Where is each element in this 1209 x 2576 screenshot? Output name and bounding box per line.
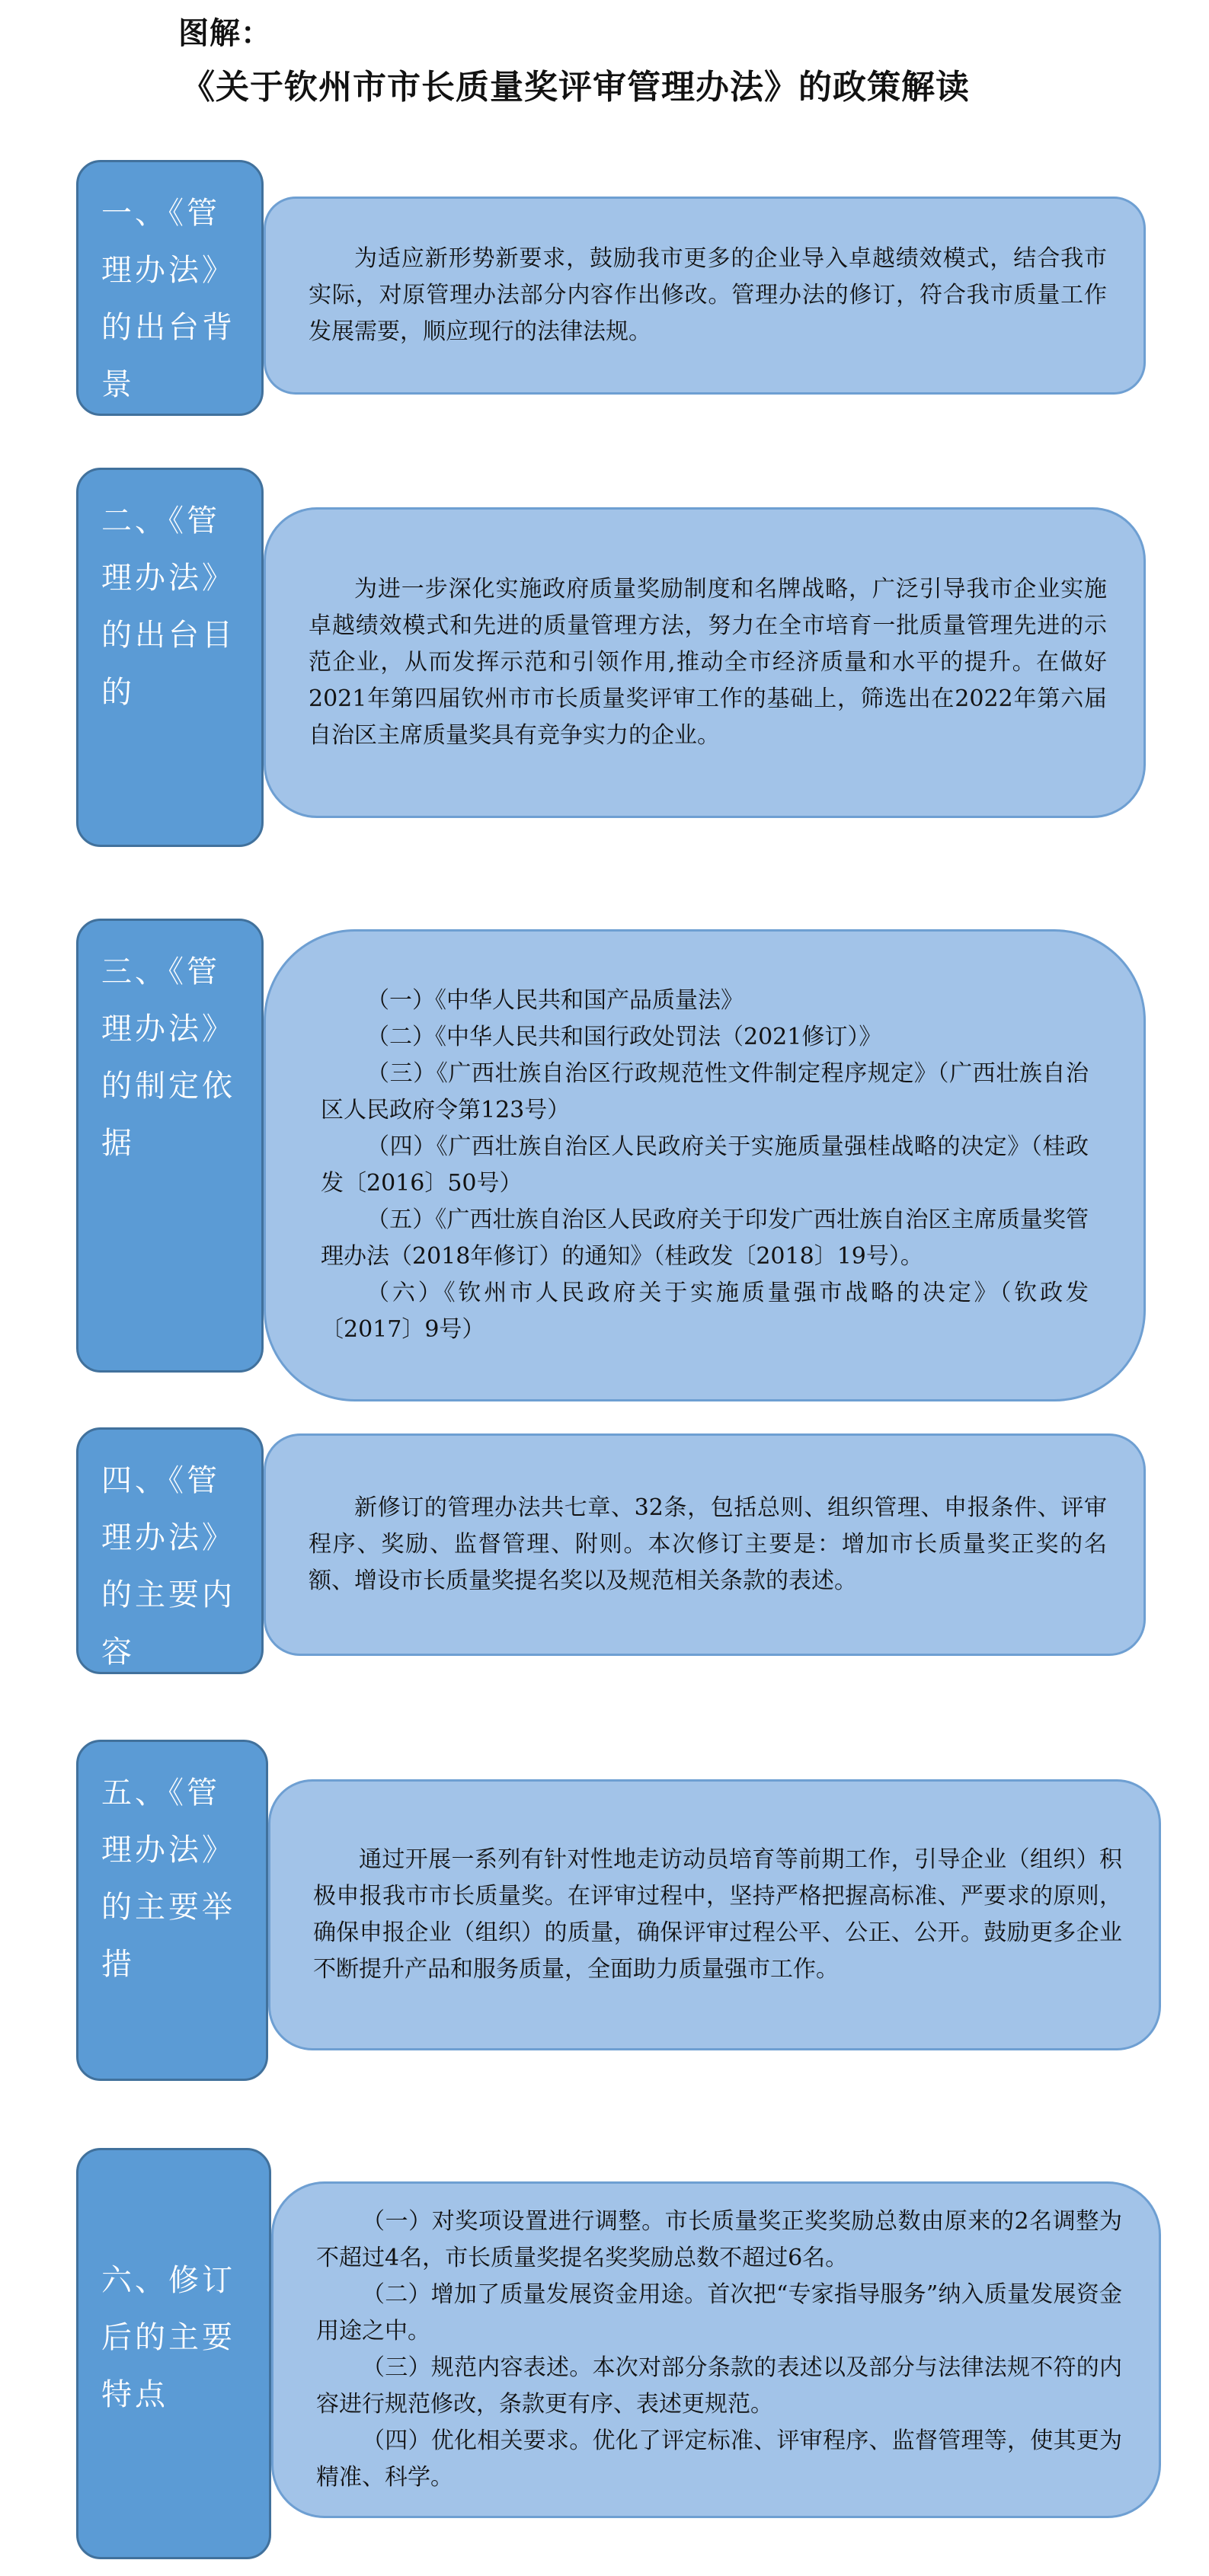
section-2-label: 二、《管理办法》的出台目的 — [76, 468, 264, 847]
section-2-content — [264, 507, 1146, 818]
page-title: 《关于钦州市市长质量奖评审管理办法》的政策解读 — [181, 68, 970, 107]
section-4-paragraph: 新修订的管理办法共七章、32条，包括总则、组织管理、申报条件、评审程序、奖励、监督管理、附则。本次修订主要是：增加市长质量奖正奖的名额、增设市长质量奖提名奖以及规范相关条款的表述。 — [309, 1494, 1107, 1594]
section-5-paragraph: 通过开展一系列有针对性地走访动员培育等前期工作，引导企业（组织）积极申报我市市长质量奖。在评审过程中，坚持严格把握高标准、严要求的原则，确保申报企业（组织）的质量，确保评审过程公平、公正、公开。鼓励更多企业不断提升产品和服务质量，全面助力质量强市工作。 — [313, 1846, 1122, 1983]
section-3-label: 三、《管理办法》的制定依据 — [76, 919, 264, 1373]
header-prefix: 图解： — [178, 15, 272, 51]
section-5-content — [268, 1779, 1161, 2050]
section-6-item-1: （一）对奖项设置进行调整。市长质量奖正奖奖励总数由原来的2名调整为不超过4名，市长质量奖提名奖奖励总数不超过6名。 — [316, 2208, 1122, 2271]
section-2-paragraph: 为进一步深化实施政府质量奖励制度和名牌战略，广泛引导我市企业实施卓越绩效模式和先进的质量管理方法，努力在全市培育一批质量管理先进的示范企业，从而发挥示范和引领作用,推动全市经济质量和水平的提升。在做好2021年第四届钦州市市长质量奖评审工作的基础上，筛选出在2022年第六届自治区主席质量奖具有竞争实力的企业。 — [309, 576, 1107, 749]
section-6-item-3: （三）规范内容表述。本次对部分条款的表述以及部分与法律法规不符的内容进行规范修改，条款更有序、表述更规范。 — [316, 2354, 1122, 2418]
section-3-item-3: （三）《广西壮族自治区行政规范性文件制定程序规定》（广西壮族自治区人民政府令第123号） — [321, 1060, 1089, 1123]
section-5-label: 五、《管理办法》的主要举措 — [76, 1740, 268, 2081]
section-1-label: 一、《管理办法》的出台背景 — [76, 160, 264, 416]
section-6-label: 六、修订后的主要特点 — [76, 2148, 271, 2559]
section-6-item-2: （二）增加了质量发展资金用途。首次把“专家指导服务”纳入质量发展资金用途之中。 — [316, 2281, 1122, 2344]
section-3-content — [264, 929, 1146, 1401]
section-3-item-6: （六）《钦州市人民政府关于实施质量强市战略的决定》（钦政发〔2017〕9号） — [321, 1280, 1089, 1343]
section-1-content — [264, 197, 1146, 395]
section-3-item-4: （四）《广西壮族自治区人民政府关于实施质量强桂战略的决定》（桂政发〔2016〕50号） — [321, 1133, 1089, 1197]
section-6-item-4: （四）优化相关要求。优化了评定标准、评审程序、监督管理等，使其更为精准、科学。 — [316, 2427, 1122, 2491]
section-4-content — [264, 1433, 1146, 1656]
section-3-item-1: （一）《中华人民共和国产品质量法》 — [366, 987, 744, 1014]
section-4-label: 四、《管理办法》的主要内容 — [76, 1427, 264, 1674]
section-3-item-2: （二）《中华人民共和国行政处罚法（2021修订）》 — [366, 1024, 882, 1050]
section-3-item-5: （五）《广西壮族自治区人民政府关于印发广西壮族自治区主席质量奖管理办法（2018年修订）的通知》（桂政发〔2018〕19号）。 — [321, 1207, 1089, 1270]
section-6-content — [271, 2181, 1161, 2518]
section-1-paragraph: 为适应新形势新要求，鼓励我市更多的企业导入卓越绩效模式，结合我市实际，对原管理办法部分内容作出修改。管理办法的修订，符合我市质量工作发展需要，顺应现行的法律法规。 — [309, 245, 1107, 345]
